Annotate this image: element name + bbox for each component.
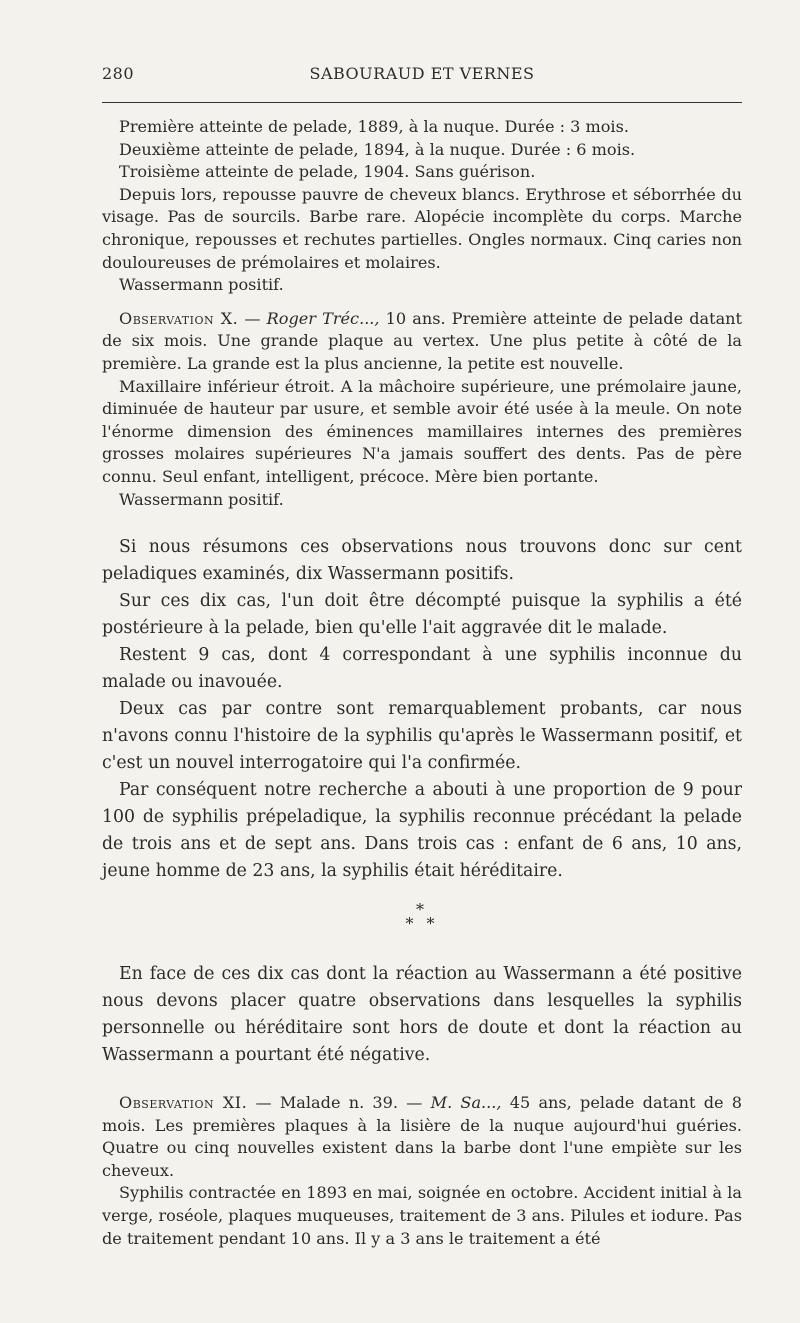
running-title: SABOURAUD ET VERNES bbox=[309, 64, 535, 83]
paragraph: Restent 9 cas, dont 4 correspondant à une syphilis inconnue du malade ou inavouée. bbox=[102, 645, 742, 693]
summary-section bbox=[102, 534, 742, 885]
paragraph: Si nous résumons ces observations nous trouvons donc sur cent peladiques examinés, dix Wassermann positifs. bbox=[102, 537, 742, 585]
negative-cases-section bbox=[102, 961, 742, 1069]
paragraph: Par conséquent notre recherche a abouti à une proportion de 9 pour 100 de syphilis prépeladique, la syphilis reconnue précédant la pelade de trois ans et de sept ans. Dans trois cas : enfant de 6 ans, 10 ans, jeune homme de 23 ans, la syphilis était héréditaire. bbox=[102, 780, 742, 882]
asterism bbox=[102, 900, 742, 934]
observation-label: Observation XI. bbox=[119, 1093, 248, 1113]
running-header bbox=[102, 60, 742, 90]
patient-name: M. Sa..., bbox=[430, 1093, 502, 1113]
paragraph: En face de ces dix cas dont la réaction au Wassermann a été positive nous devons placer quatre observations dans lesquelles la syphilis personnelle ou héréditaire sont hors de doute et dont la réaction au Wassermann a pourtant été négative. bbox=[102, 964, 742, 1066]
dash: — bbox=[238, 308, 267, 328]
observation-text: 10 ans. Première atteinte de pelade datant de six mois. Une grande plaque au vertex. Une plus petite à côté de la première. La grande est la plus ancienne, la petite est nouvelle. bbox=[102, 308, 743, 373]
observation-label: Observation X. bbox=[119, 308, 239, 328]
observation-xi bbox=[102, 1092, 742, 1250]
paragraph: Wassermann positif. bbox=[119, 489, 284, 509]
header-rule bbox=[102, 102, 742, 103]
paragraph: Deux cas par contre sont remarquablement probants, car nous n'avons connu l'histoire de la syphilis qu'après le Wassermann positif, et c'est un nouvel interrogatoire qui l'a confirmée. bbox=[102, 699, 742, 774]
observation-ix-continuation bbox=[102, 116, 742, 297]
paragraph: Depuis lors, repousse pauvre de cheveux blancs. Erythrose et séborrhée du visage. Pas de sourcils. Barbe rare. Alopécie incomplète du corps. Marche chronique, repousses et rechutes partielles. Ongles normaux. Cinq caries non douloureuses de prémolaires et molaires. bbox=[102, 184, 742, 272]
paragraph: Maxillaire inférieur étroit. A la mâchoire supérieure, une prémolaire jaune, diminuée de hauteur par usure, et semble avoir été usée à la meule. On note l'énorme dimension des éminences mamillaires internes des premières grosses molaires supérieures N'a jamais souffert des dents. Pas de père connu. Seul enfant, intelligent, précoce. Mère bien portante. bbox=[102, 376, 742, 486]
paragraph bbox=[102, 1092, 742, 1182]
case-reference: — Malade n. 39. — bbox=[247, 1093, 431, 1113]
paragraph: Troisième atteinte de pelade, 1904. Sans guérison. bbox=[119, 162, 536, 182]
asterism-top: * bbox=[416, 900, 428, 920]
paragraph: Première atteinte de pelade, 1889, à la nuque. Durée : 3 mois. bbox=[119, 117, 629, 136]
paragraph: Deuxième atteinte de pelade, 1894, à la nuque. Durée : 6 mois. bbox=[119, 139, 636, 159]
paragraph bbox=[102, 308, 742, 376]
patient-name: Roger Tréc..., bbox=[266, 308, 380, 328]
observation-x bbox=[102, 308, 742, 511]
paragraph: Wassermann positif. bbox=[119, 275, 284, 295]
paragraph: Syphilis contractée en 1893 en mai, soignée en octobre. Accident initial à la verge, roséole, plaques muqueuses, traitement de 3 ans. Pilules et iodure. Pas de traitement pendant 10 ans. Il y a 3 ans le traitement a été bbox=[102, 1183, 742, 1248]
observation-text: 45 ans, pelade datant de 8 mois. Les premières plaques à la lisière de la nuque aujourd'hui guéries. Quatre ou cinq nouvelles existent dans la barbe dont l'une empiète sur les cheveux. bbox=[102, 1093, 742, 1180]
page bbox=[102, 60, 742, 1250]
asterism-bottom: * * bbox=[405, 914, 439, 934]
paragraph: Sur ces dix cas, l'un doit être décompté puisque la syphilis a été postérieure à la pelade, bien qu'elle l'ait aggravée dit le malade. bbox=[102, 591, 742, 639]
page-number: 280 bbox=[102, 64, 135, 83]
